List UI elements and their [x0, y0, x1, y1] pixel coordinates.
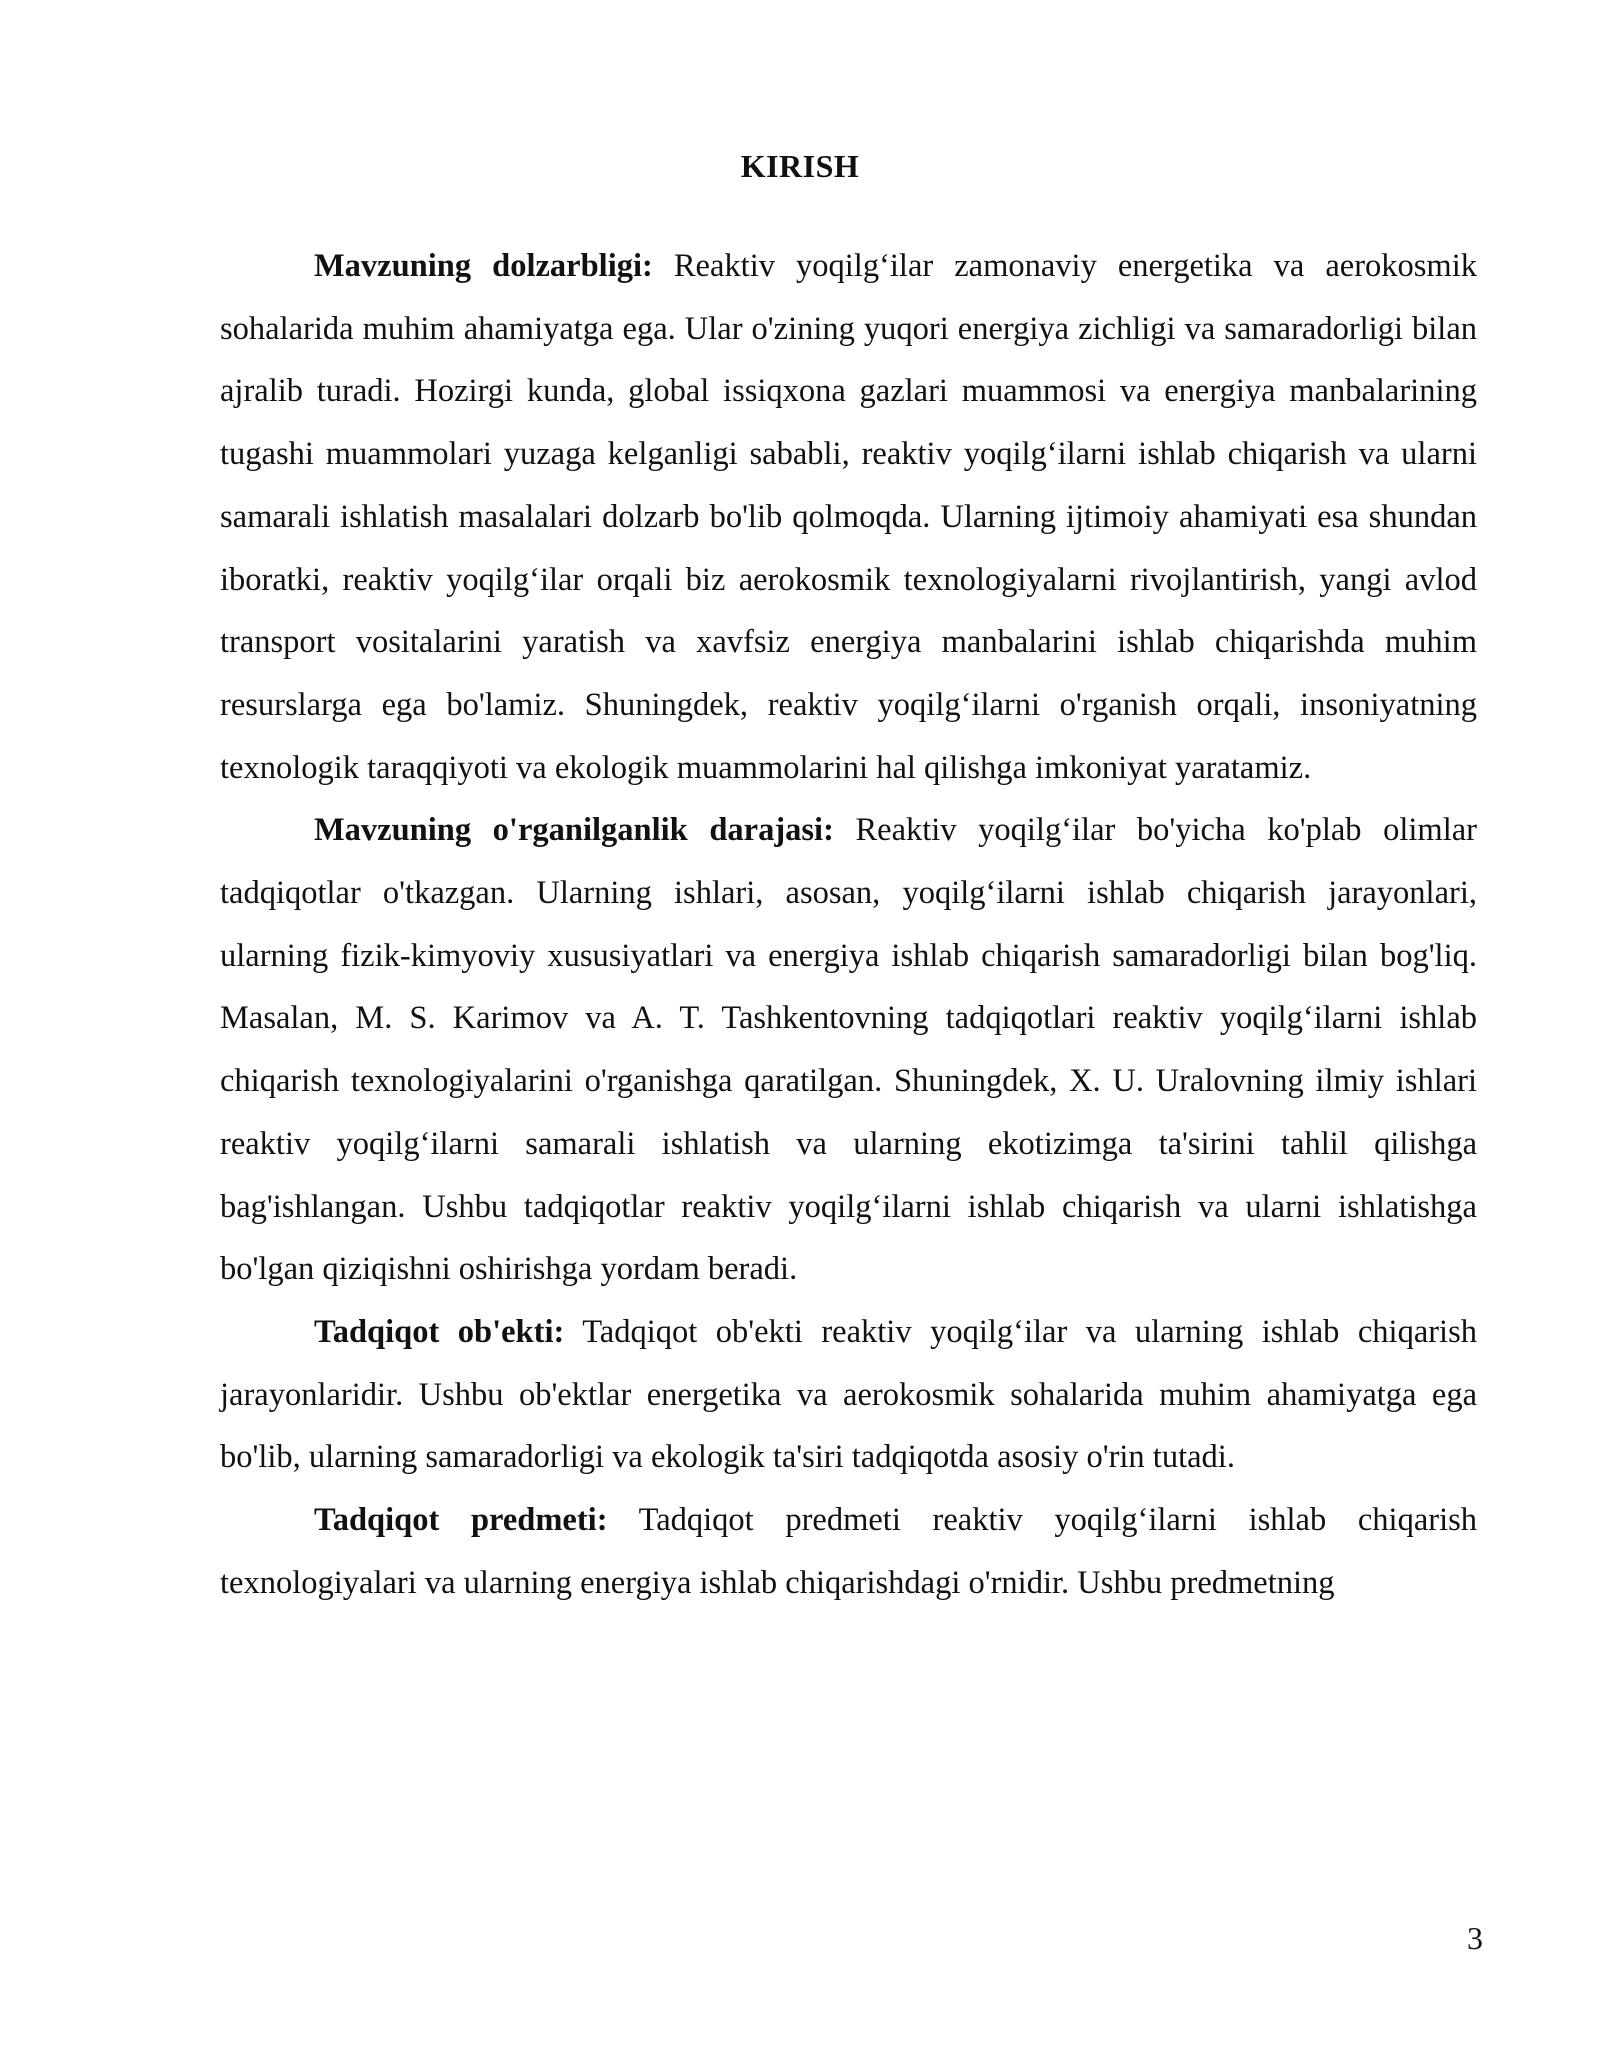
paragraph-research-object — [220, 1301, 1477, 1489]
paragraph-text: Reaktiv yoqilg‘ilar zamonaviy energetika va aerokosmik sohalarida muhim ahamiyatga ega. Ular o'zining yuqori energiya zichligi va samaradorligi bilan ajralib turadi. Hozirgi kunda, global issiqxona gazlari muammosi va energiya manbalarining tugashi muammolari yuzaga kelganligi sababli, reaktiv yoqilg‘ilarni ishlab chiqarish va ularni samarali ishlatish masalalari dolzarb bo'lib qolmoqda. Ularning ijtimoiy ahamiyati esa shundan iboratki, reaktiv yoqilg‘ilar orqali biz aerokosmik texnologiyalarni rivojlantirish, yangi avlod transport vositalarini yaratish va xavfsiz energiya manbalarini ishlab chiqarishda muhim resurslarga ega bo'lamiz. Shuningdek, reaktiv yoqilg‘ilarni o'rganish orqali, insoniyatning texnologik taraqqiyoti va ekologik muammolarini hal qilishga imkoniyat yaratamiz. — [220, 248, 1477, 786]
paragraph-research-subject — [220, 1489, 1477, 1614]
paragraph-text: Tadqiqot predmeti reaktiv yoqilg‘ilarni ishlab chiqarish texnologiyalari va ularning energiya ishlab chiqarishdagi o'rnidir. Ushbu predmetning — [220, 1502, 1478, 1601]
paragraph-text: Tadqiqot ob'ekti reaktiv yoqilg‘ilar va ularning ishlab chiqarish jarayonlaridir. Ushbu ob'ektlar energetika va aerokosmik sohalarida muhim ahamiyatga ega bo'lib, ularning samaradorligi va ekologik ta'siri tadqiqotda asosiy o'rin tutadi. — [220, 1313, 1477, 1476]
paragraph-lead: Mavzuning o'rganilganlik darajasi: — [314, 812, 834, 849]
body-text — [220, 235, 1477, 1614]
paragraph-lead: Mavzuning dolzarbligi: — [314, 248, 653, 284]
paragraph-relevance — [220, 235, 1477, 799]
page-number: 3 — [1467, 1920, 1483, 1956]
page-title: KIRISH — [740, 148, 860, 184]
paragraph-text: Reaktiv yoqilg‘ilar bo'yicha ko'plab olimlar tadqiqotlar o'tkazgan. Ularning ishlari, asosan, yoqilg‘ilarni ishlab chiqarish jarayonlari, ularning fizik-kimyoviy xususiyatlari va energiya ishlab chiqarish samaradorligi bilan bog'liq. Masalan, M. S. Karimov va A. T. Tashkentovning tadqiqotlari reaktiv yoqilg‘ilarni ishlab chiqarish texnologiyalarini o'rganishga qaratilgan. Shuningdek, X. U. Uralovning ilmiy ishlari reaktiv yoqilg‘ilarni samarali ishlatish va ularning ekotizimga ta'sirini tahlil qilishga bag'ishlangan. Ushbu tadqiqotlar reaktiv yoqilg‘ilarni ishlab chiqarish va ularni ishlatishga bo'lgan qiziqishni oshirishga yordam beradi. — [220, 812, 1477, 1288]
paragraph-lead: Tadqiqot predmeti: — [314, 1502, 608, 1539]
paragraph-study-level — [220, 799, 1477, 1301]
paragraph-lead: Tadqiqot ob'ekti: — [314, 1313, 565, 1350]
